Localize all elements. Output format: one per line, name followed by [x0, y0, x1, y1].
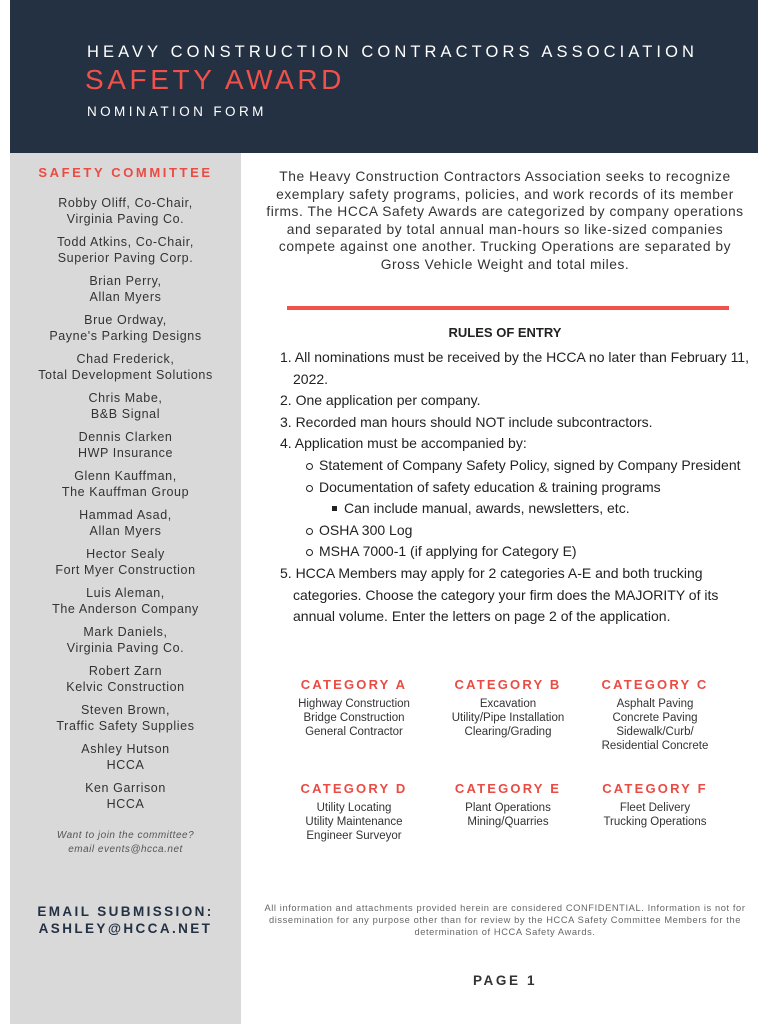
category-title: CATEGORY F [602, 781, 708, 796]
rule-item: 2. One application per company. [280, 392, 481, 409]
committee-member [10, 352, 241, 391]
category-b [428, 677, 588, 739]
member-org: B&B Signal [90, 406, 161, 421]
rule-subitem: Statement of Company Safety Policy, signed by Company President [280, 455, 750, 477]
committee-member [10, 547, 241, 586]
committee-member [10, 508, 241, 547]
member-org: Fort Myer Construction [55, 562, 196, 577]
header-banner [10, 0, 758, 153]
member-name: Luis Aleman, [86, 586, 165, 600]
member-name: Chris Mabe, [88, 391, 163, 405]
form-title: SAFETY AWARD [85, 64, 345, 95]
confidentiality-notice: All information and attachments provided herein are considered CONFIDENTIAL. Information is not for dissemination for any purpose other than for review by the HCCA Safety Committee Members for the determination of HCCA Safety Awards. [264, 903, 746, 937]
member-name: Robert Zarn [88, 664, 163, 678]
category-title: CATEGORY C [601, 677, 709, 692]
member-name: Todd Atkins, Co-Chair, [57, 235, 194, 249]
member-name: Hector Sealy [86, 547, 165, 561]
member-name: Dennis Clarken [78, 430, 173, 444]
committee-member [10, 586, 241, 625]
rules-title: RULES OF ENTRY [448, 325, 562, 340]
category-d [274, 781, 434, 843]
category-item: Utility Locating [316, 802, 392, 814]
category-title: CATEGORY D [300, 781, 408, 796]
member-org: HCCA [106, 757, 145, 772]
rules-list [280, 347, 750, 628]
rule-item: 1. All nominations must be received by the HCCA no later than February 11, 2022. [280, 349, 749, 387]
committee-member [10, 781, 241, 820]
rule-subitem: OSHA 300 Log [280, 520, 750, 542]
committee-member [10, 742, 241, 781]
member-name: Steven Brown, [80, 703, 171, 717]
category-item: Fleet Delivery [619, 802, 691, 814]
committee-member [10, 313, 241, 352]
member-org: The Kauffman Group [61, 484, 190, 499]
category-item: General Contractor [305, 726, 403, 738]
committee-member [10, 235, 241, 274]
committee-members [10, 196, 241, 820]
committee-member [10, 196, 241, 235]
committee-member [10, 391, 241, 430]
committee-member [10, 274, 241, 313]
category-item: Plant Operations [465, 802, 551, 814]
category-a [274, 677, 434, 739]
member-org: The Anderson Company [52, 601, 199, 616]
category-item: Concrete Paving [612, 712, 698, 724]
rule-item: 5. HCCA Members may apply for 2 categories A-E and both trucking categories. Choose the category your firm does the MAJORITY of its annual volume. Enter the letters on page 2 of the application. [280, 564, 719, 625]
committee-title: SAFETY COMMITTEE [38, 165, 213, 180]
category-item: Sidewalk/Curb/ [616, 726, 694, 738]
member-org: HWP Insurance [77, 445, 174, 460]
intro-paragraph: The Heavy Construction Contractors Association seeks to recognize exemplary safety programs, policies, and work records of its member firms. The HCCA Safety Awards are categorized by company operations and separated by total annual man-hours so like-sized companies compete against one another. Trucking Operations are separated by Gross Vehicle Weight and total miles. [266, 169, 744, 272]
committee-member [10, 664, 241, 703]
category-item: Residential Concrete [601, 740, 709, 752]
divider [287, 306, 729, 310]
category-title: CATEGORY E [454, 781, 562, 796]
member-org: Allan Myers [89, 289, 162, 304]
member-name: Mark Daniels, [83, 625, 168, 639]
category-item: Utility/Pipe Installation [451, 712, 565, 724]
page-number: PAGE 1 [472, 973, 538, 988]
organization-name: HEAVY CONSTRUCTION CONTRACTORS ASSOCIATION [87, 43, 699, 61]
rule-subsubitem: Can include manual, awards, newsletters, etc. [280, 498, 750, 520]
committee-member [10, 469, 241, 508]
member-name: Hammad Asad, [79, 508, 172, 522]
committee-member [10, 703, 241, 742]
category-item: Asphalt Paving [616, 698, 694, 710]
category-item: Clearing/Grading [464, 726, 552, 738]
committee-member [10, 430, 241, 469]
committee-member [10, 625, 241, 664]
category-title: CATEGORY B [454, 677, 562, 692]
rule-subitem: MSHA 7000-1 (if applying for Category E) [280, 541, 750, 563]
member-name: Chad Frederick, [76, 352, 175, 366]
member-org: Superior Paving Corp. [57, 250, 194, 265]
member-org: Kelvic Construction [66, 679, 185, 694]
member-name: Brue Ordway, [84, 313, 167, 327]
member-org: Virginia Paving Co. [66, 640, 185, 655]
category-item: Trucking Operations [603, 816, 707, 828]
member-name: Ken Garrison [85, 781, 166, 795]
email-submission-label: EMAIL SUBMISSION: [37, 904, 214, 919]
join-question: Want to join the committee? [56, 830, 195, 841]
category-item: Highway Construction [298, 698, 410, 710]
rule-item: 3. Recorded man hours should NOT include subcontractors. [280, 413, 653, 430]
rule-item: 4. Application must be accompanied by: [280, 435, 527, 452]
member-org: HCCA [106, 796, 145, 811]
member-org: Traffic Safety Supplies [56, 718, 195, 733]
member-org: Virginia Paving Co. [66, 211, 185, 226]
member-org: Payne's Parking Designs [49, 328, 202, 343]
member-name: Ashley Hutson [81, 742, 170, 756]
category-item: Mining/Quarries [467, 816, 549, 828]
form-subtitle: NOMINATION FORM [87, 104, 267, 119]
email-submission [10, 903, 241, 937]
member-org: Total Development Solutions [38, 367, 213, 382]
member-name: Robby Oliff, Co-Chair, [58, 196, 193, 210]
rule-subitem: Documentation of safety education & training programs [280, 477, 750, 499]
member-org: Allan Myers [89, 523, 162, 538]
join-committee-note [10, 829, 241, 857]
category-c [575, 677, 735, 753]
category-item: Utility Maintenance [305, 816, 403, 828]
email-submission-address[interactable]: ASHLEY@HCCA.NET [38, 921, 213, 936]
category-item: Bridge Construction [303, 712, 405, 724]
category-f [575, 781, 735, 829]
category-item: Engineer Surveyor [306, 830, 402, 842]
category-item: Excavation [479, 698, 537, 710]
join-email[interactable]: email events@hcca.net [68, 844, 183, 855]
sidebar [10, 153, 241, 1024]
member-name: Glenn Kauffman, [74, 469, 177, 483]
category-e [428, 781, 588, 829]
member-name: Brian Perry, [89, 274, 162, 288]
category-title: CATEGORY A [300, 677, 408, 692]
